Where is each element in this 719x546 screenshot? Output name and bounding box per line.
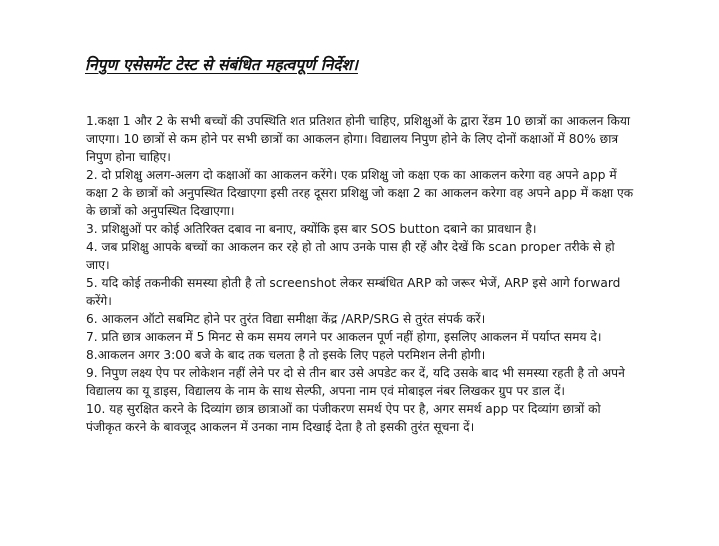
instruction-list: [86, 112, 634, 436]
instruction-9: 9. निपुण लक्ष्य ऐप पर लोकेशन नहीं लेने पर दो से तीन बार उसे अपडेट कर दें, यदि उसके बाद भी समस्या रहती है तो अपने विद्यालय का यू डाइस, विद्यालय के नाम के साथ सेल्फी, अपना नाम एवं मोबाइल नंबर लिखकर ग्रुप पर डाल दें।: [86, 366, 625, 398]
instruction-8: 8.आकलन अगर 3:00 बजे के बाद तक चलता है तो इसके लिए पहले परमिशन लेनी होगी।: [86, 348, 486, 362]
instruction-1: 1.कक्षा 1 और 2 के सभी बच्चों की उपस्थिति शत प्रतिशत होनी चाहिए, प्रशिक्षुओं के द्वारा रेंडम 10 छात्रों का आकलन किया जाएगा। 10 छात्रों से कम होने पर सभी छात्रों का आकलन होगा। विद्यालय निपुण होने के लिए दोनों कक्षाओं में 80% छात्र निपुण होना चाहिए।: [86, 114, 631, 164]
instruction-2: 2. दो प्रशिक्षु अलग-अलग दो कक्षाओं का आकलन करेंगे। एक प्रशिक्षु जो कक्षा एक का आकलन करेगा वह अपने app में कक्षा 2 के छात्रों को अनुपस्थित दिखाएगा इसी तरह दूसरा प्रशिक्षु जो कक्षा 2 का आकलन करेगा वह अपने app में कक्षा एक के छात्रों को अनुपस्थित दिखाएगा।: [86, 168, 634, 218]
instruction-7: 7. प्रति छात्र आकलन में 5 मिनट से कम समय लगने पर आकलन पूर्ण नहीं होगा, इसलिए आकलन में पर्याप्त समय दे।: [86, 330, 602, 344]
instruction-6: 6. आकलन ऑटो सबमिट होने पर तुरंत विद्या समीक्षा केंद्र /ARP/SRG से तुरंत संपर्क करें।: [86, 312, 486, 326]
instruction-10: 10. यह सुरक्षित करने के दिव्यांग छात्र छात्राओं का पंजीकरण समर्थ ऐप पर है, अगर समर्थ app पर दिव्यांग छात्रों को पंजीकृत करने के बावजूद आकलन में उनका नाम दिखाई देता है तो इसकी तुरंत सूचना दें।: [86, 402, 601, 434]
instruction-3: 3. प्रशिक्षुओं पर कोई अतिरिक्त दबाव ना बनाए, क्योंकि इस बार SOS button दबाने का प्रावधान है।: [86, 222, 537, 236]
document-title: निपुण एसेसमेंट टेस्ट से संबंधित महत्वपूर्ण निर्देश।: [85, 56, 358, 74]
instruction-5: 5. यदि कोई तकनीकी समस्या होती है तो screenshot लेकर सम्बंधित ARP को जरूर भेजें, ARP इसे आगे forward करेंगे।: [86, 276, 621, 308]
instruction-4: 4. जब प्रशिक्षु आपके बच्चों का आकलन कर रहे हो तो आप उनके पास ही रहें और देखें कि scan proper तरीके से हो जाए।: [86, 240, 615, 272]
